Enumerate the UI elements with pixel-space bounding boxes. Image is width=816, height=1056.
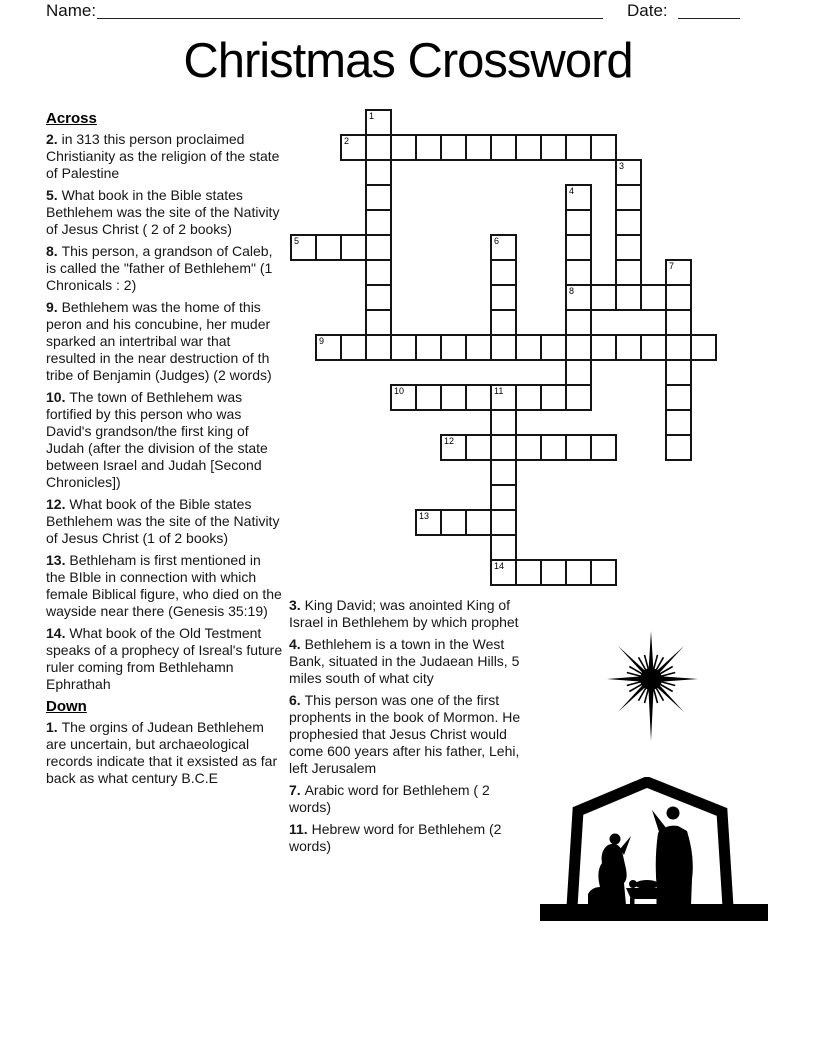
grid-cell <box>540 434 567 461</box>
clue-7: 7. Arabic word for Bethlehem ( 2 words) <box>289 782 490 815</box>
grid-cell <box>465 134 492 161</box>
grid-cell <box>615 334 642 361</box>
grid-cell <box>590 334 617 361</box>
joseph-figure <box>667 807 680 820</box>
grid-cell <box>590 134 617 161</box>
clue-number: 6. <box>289 692 305 708</box>
grid-cell <box>665 409 692 436</box>
grid-cell <box>315 334 342 361</box>
grid-cell <box>365 334 392 361</box>
clue-6: 6. This person was one of the first prophents in the book of Mormon. He prophesied that Jesus Christ would come 600 years after his father, Lehi, left Jerusalem <box>289 692 521 776</box>
date-label: Date: <box>627 1 668 20</box>
grid-cell <box>615 184 642 211</box>
grid-cell <box>540 334 567 361</box>
grid-cell <box>590 434 617 461</box>
grid-cell <box>365 109 392 136</box>
grid-cell <box>415 384 442 411</box>
grid-cell <box>440 334 467 361</box>
page-title: Christmas Crossword <box>183 34 633 88</box>
clue-1: 1. The orgins of Judean Bethlehem are uncertain, but archaeological records indicate that it exsisted as far back as what century B.C.E <box>46 719 278 786</box>
grid-cell <box>490 484 517 511</box>
cell-number: 2 <box>344 136 350 146</box>
grid-cell <box>440 434 467 461</box>
grid-cell <box>565 384 592 411</box>
clue-number: 10. <box>46 389 70 405</box>
grid-cell <box>415 334 442 361</box>
clue-number: 14. <box>46 625 70 641</box>
cell-number: 7 <box>669 261 675 271</box>
star-of-bethlehem-icon <box>601 623 701 741</box>
clue-3: 3. King David; was anointed King of Israel in Bethlehem by which prophet <box>289 597 519 630</box>
grid-cell <box>365 234 392 261</box>
grid-cell <box>540 134 567 161</box>
grid-cell <box>490 284 517 311</box>
grid-cell <box>490 509 517 536</box>
grid-cell <box>490 434 517 461</box>
grid-cell <box>615 209 642 236</box>
cell-number: 3 <box>619 161 625 171</box>
grid-cell <box>615 159 642 186</box>
date-fill-line <box>678 1 740 19</box>
grid-cell <box>565 359 592 386</box>
grid-cell <box>490 309 517 336</box>
grid-cell <box>490 234 517 261</box>
clue-number: 3. <box>289 597 305 613</box>
grid-cell <box>490 384 517 411</box>
clue-12: 12. What book of the Bible states Bethlehem was the site of the Nativity of Jesus Christ (1 of 2 books) <box>46 496 280 546</box>
clue-number: 12. <box>46 496 70 512</box>
grid-cell <box>415 134 442 161</box>
down-heading: Down <box>46 698 87 715</box>
grid-cell <box>615 259 642 286</box>
grid-cell <box>365 284 392 311</box>
clue-number: 11. <box>289 821 312 837</box>
grid-cell <box>365 259 392 286</box>
grid-cell <box>565 284 592 311</box>
cell-number: 9 <box>319 336 325 346</box>
cell-number: 4 <box>569 186 575 196</box>
grid-cell <box>290 234 317 261</box>
grid-cell <box>365 134 392 161</box>
grid-cell <box>515 559 542 586</box>
grid-cell <box>540 384 567 411</box>
grid-cell <box>340 234 367 261</box>
nativity-scene-icon <box>540 777 768 921</box>
cell-number: 5 <box>294 236 300 246</box>
cell-number: 14 <box>494 561 505 571</box>
grid-cell <box>665 384 692 411</box>
grid-cell <box>440 134 467 161</box>
grid-cell <box>490 334 517 361</box>
mary-figure <box>610 834 621 845</box>
clue-2: 2. in 313 this person proclaimed Christianity as the religion of the state of Palestine <box>46 131 280 181</box>
grid-cell <box>565 184 592 211</box>
grid-cell <box>490 134 517 161</box>
grid-cell <box>465 384 492 411</box>
grid-cell <box>415 509 442 536</box>
crossword-grid <box>291 110 675 571</box>
grid-cell <box>490 534 517 561</box>
clue-13: 13. Bethleham is first mentioned in the BIble in connection with which female Biblical figure, who died on the wayside near there (Genesis 35:19) <box>46 552 282 619</box>
clue-number: 5. <box>46 187 62 203</box>
grid-cell <box>565 259 592 286</box>
clue-8: 8. This person, a grandson of Caleb, is called the "father of Bethlehem" (1 Chronicals : 2) <box>46 243 273 293</box>
clues-column-right <box>289 597 526 860</box>
grid-cell <box>565 434 592 461</box>
grid-cell <box>565 309 592 336</box>
clue-14: 14. What book of the Old Testment speaks of a prophecy of Isreal's future ruler coming from Bethlehamn Ephrathah <box>46 625 283 692</box>
grid-cell <box>665 434 692 461</box>
name-label: Name: <box>46 1 97 20</box>
grid-cell <box>590 559 617 586</box>
grid-cell <box>690 334 717 361</box>
clue-number: 9. <box>46 299 62 315</box>
grid-cell <box>515 134 542 161</box>
grid-cell <box>365 309 392 336</box>
grid-cell <box>665 259 692 286</box>
grid-cell <box>565 234 592 261</box>
grid-cell <box>515 334 542 361</box>
grid-cell <box>665 359 692 386</box>
across-clue-list <box>46 131 283 693</box>
grid-cell <box>340 334 367 361</box>
clue-number: 13. <box>46 552 70 568</box>
down-clue-list-right <box>289 597 526 855</box>
grid-cell <box>490 409 517 436</box>
grid-cell <box>640 284 667 311</box>
grid-cell <box>340 134 367 161</box>
down-clue-list-left <box>46 719 283 787</box>
grid-cell <box>590 284 617 311</box>
grid-cell <box>465 509 492 536</box>
cell-number: 8 <box>569 286 575 296</box>
cell-number: 12 <box>444 436 455 446</box>
grid-cell <box>465 434 492 461</box>
grid-cell <box>390 134 417 161</box>
name-fill-line <box>97 1 603 19</box>
grid-cell <box>665 334 692 361</box>
grid-cell <box>515 384 542 411</box>
grid-cell <box>365 159 392 186</box>
grid-cell <box>565 209 592 236</box>
across-heading: Across <box>46 110 97 127</box>
grid-cell <box>665 309 692 336</box>
grid-cell <box>465 334 492 361</box>
grid-cell <box>365 184 392 211</box>
grid-cell <box>565 334 592 361</box>
grid-cell <box>515 434 542 461</box>
clue-10: 10. The town of Bethlehem was fortified by this person who was David's grandson/the first king of Judah (after the division of the state between Israel and Judah [Second Chronicles]) <box>46 389 268 490</box>
clue-4: 4. Bethlehem is a town in the West Bank, situated in the Judaean Hills, 5 miles south of what city <box>289 636 520 686</box>
cell-number: 1 <box>369 111 375 121</box>
clue-9: 9. Bethlehem was the home of this peron and his concubine, her muder sparked an intertribal war that resulted in the near destruction of th tribe of Benjamin (Judges) (2 words) <box>46 299 272 383</box>
grid-cell <box>565 559 592 586</box>
grid-cell <box>615 234 642 261</box>
grid-cell <box>390 384 417 411</box>
grid-cell <box>540 559 567 586</box>
grid-cell <box>565 134 592 161</box>
grid-cell <box>640 334 667 361</box>
clue-number: 2. <box>46 131 62 147</box>
grid-cell <box>365 209 392 236</box>
clue-number: 7. <box>289 782 305 798</box>
grid-cell <box>440 384 467 411</box>
grid-cell <box>490 459 517 486</box>
grid-cell <box>490 559 517 586</box>
grid-cell <box>490 259 517 286</box>
clue-5: 5. What book in the Bible states Bethlehem was the site of the Nativity of Jesus Christ ( 2 of 2 books) <box>46 187 280 237</box>
grid-cell <box>315 234 342 261</box>
clue-number: 1. <box>46 719 62 735</box>
grid-cell <box>390 334 417 361</box>
clue-11: 11. Hebrew word for Bethlehem (2 words) <box>289 821 502 854</box>
cell-number: 13 <box>419 511 430 521</box>
cell-number: 10 <box>394 386 405 396</box>
grid-cell <box>665 284 692 311</box>
clue-number: 8. <box>46 243 62 259</box>
clues-column-left <box>46 110 283 792</box>
cell-number: 11 <box>494 386 504 396</box>
clue-number: 4. <box>289 636 305 652</box>
cell-number: 6 <box>494 236 500 246</box>
grid-cell <box>615 284 642 311</box>
grid-cell <box>440 509 467 536</box>
